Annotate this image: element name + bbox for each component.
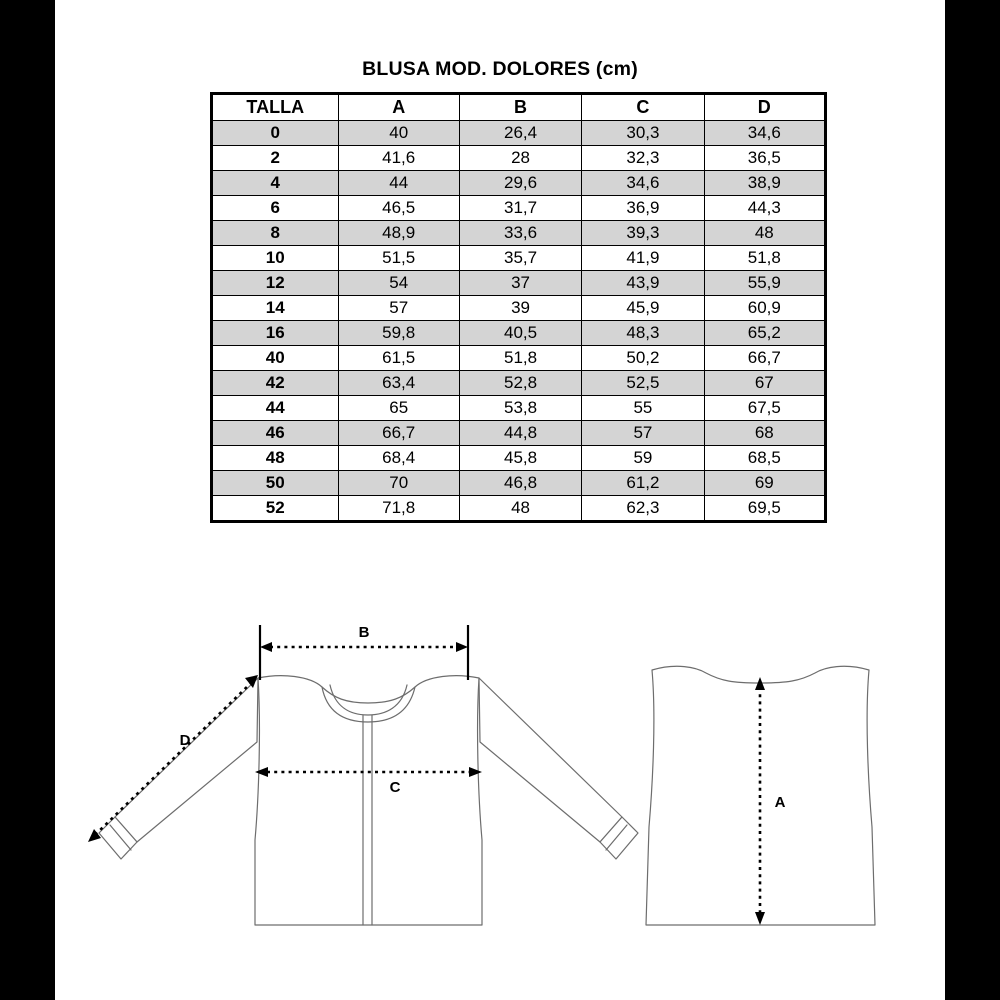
- cell-talla: 44: [212, 396, 339, 421]
- table-row: [212, 496, 826, 522]
- cell-c: 32,3: [582, 146, 704, 171]
- cell-a: 41,6: [338, 146, 459, 171]
- page-canvas: [55, 0, 945, 1000]
- cell-d: 36,5: [704, 146, 825, 171]
- letterbox-bar-right: [945, 0, 1000, 1000]
- cell-a: 40: [338, 121, 459, 146]
- cell-d: 34,6: [704, 121, 825, 146]
- cell-b: 53,8: [459, 396, 581, 421]
- cell-b: 40,5: [459, 321, 581, 346]
- table-row: [212, 346, 826, 371]
- front-left-sleeve: [115, 678, 258, 842]
- cell-talla: 2: [212, 146, 339, 171]
- table-row: [212, 146, 826, 171]
- cell-d: 68: [704, 421, 825, 446]
- cell-c: 52,5: [582, 371, 704, 396]
- cell-b: 37: [459, 271, 581, 296]
- table-row: [212, 196, 826, 221]
- cell-talla: 12: [212, 271, 339, 296]
- cell-c: 59: [582, 446, 704, 471]
- cell-b: 39: [459, 296, 581, 321]
- dimension-d-label: D: [179, 732, 191, 749]
- dimension-b-arrow-right: [456, 642, 468, 652]
- cell-talla: 0: [212, 121, 339, 146]
- cell-d: 60,9: [704, 296, 825, 321]
- cell-d: 38,9: [704, 171, 825, 196]
- cell-c: 45,9: [582, 296, 704, 321]
- table-row: [212, 171, 826, 196]
- cell-d: 67: [704, 371, 825, 396]
- cell-d: 68,5: [704, 446, 825, 471]
- cell-c: 39,3: [582, 221, 704, 246]
- cell-a: 57: [338, 296, 459, 321]
- column-header-d: D: [704, 94, 825, 121]
- front-right-sleeve: [479, 678, 622, 842]
- cell-a: 48,9: [338, 221, 459, 246]
- cell-b: 48: [459, 496, 581, 522]
- cell-b: 28: [459, 146, 581, 171]
- cell-a: 71,8: [338, 496, 459, 522]
- cell-b: 46,8: [459, 471, 581, 496]
- cell-d: 69: [704, 471, 825, 496]
- table-row: [212, 421, 826, 446]
- page-title: BLUSA MOD. DOLORES (cm): [362, 58, 638, 80]
- cell-b: 26,4: [459, 121, 581, 146]
- dimension-b-label: B: [358, 624, 370, 641]
- cell-talla: 14: [212, 296, 339, 321]
- cell-a: 54: [338, 271, 459, 296]
- table-row: [212, 321, 826, 346]
- cell-a: 68,4: [338, 446, 459, 471]
- table-row: [212, 271, 826, 296]
- cell-c: 34,6: [582, 171, 704, 196]
- cell-talla: 52: [212, 496, 339, 522]
- cell-talla: 16: [212, 321, 339, 346]
- dimension-b: [260, 624, 468, 680]
- column-header-talla: TALLA: [212, 94, 339, 121]
- cell-b: 45,8: [459, 446, 581, 471]
- table-row: [212, 246, 826, 271]
- cell-c: 41,9: [582, 246, 704, 271]
- table-row: [212, 121, 826, 146]
- cell-c: 43,9: [582, 271, 704, 296]
- dimension-c-label: C: [389, 779, 401, 796]
- cell-c: 50,2: [582, 346, 704, 371]
- cell-a: 59,8: [338, 321, 459, 346]
- dimension-a-label: A: [774, 794, 786, 811]
- cell-a: 63,4: [338, 371, 459, 396]
- cell-talla: 46: [212, 421, 339, 446]
- cell-a: 51,5: [338, 246, 459, 271]
- cell-d: 66,7: [704, 346, 825, 371]
- cell-b: 33,6: [459, 221, 581, 246]
- dimension-b-arrow-left: [260, 642, 272, 652]
- cell-talla: 4: [212, 171, 339, 196]
- table-row: [212, 296, 826, 321]
- cell-d: 69,5: [704, 496, 825, 522]
- cell-c: 30,3: [582, 121, 704, 146]
- dimension-d-arrow-bottom: [88, 829, 101, 842]
- cell-d: 51,8: [704, 246, 825, 271]
- cell-c: 48,3: [582, 321, 704, 346]
- cell-d: 55,9: [704, 271, 825, 296]
- cell-talla: 50: [212, 471, 339, 496]
- front-view-diagram: [88, 624, 638, 925]
- letterbox-bar-left: [0, 0, 55, 1000]
- table-header-row: [212, 94, 826, 121]
- front-body-outline: [255, 676, 482, 925]
- cell-a: 66,7: [338, 421, 459, 446]
- table-row: [212, 371, 826, 396]
- size-table-container: [210, 92, 827, 523]
- cell-talla: 40: [212, 346, 339, 371]
- garment-diagrams: [55, 595, 945, 965]
- cell-talla: 8: [212, 221, 339, 246]
- cell-b: 31,7: [459, 196, 581, 221]
- cell-d: 44,3: [704, 196, 825, 221]
- cell-talla: 6: [212, 196, 339, 221]
- table-row: [212, 446, 826, 471]
- column-header-c: C: [582, 94, 704, 121]
- cell-talla: 42: [212, 371, 339, 396]
- cell-b: 51,8: [459, 346, 581, 371]
- cell-a: 70: [338, 471, 459, 496]
- cell-b: 52,8: [459, 371, 581, 396]
- column-header-b: B: [459, 94, 581, 121]
- table-row: [212, 396, 826, 421]
- cell-d: 48: [704, 221, 825, 246]
- cell-c: 57: [582, 421, 704, 446]
- cell-c: 55: [582, 396, 704, 421]
- cell-a: 46,5: [338, 196, 459, 221]
- cell-a: 44: [338, 171, 459, 196]
- cell-d: 67,5: [704, 396, 825, 421]
- cell-c: 61,2: [582, 471, 704, 496]
- cell-c: 36,9: [582, 196, 704, 221]
- cell-d: 65,2: [704, 321, 825, 346]
- back-view-diagram: [646, 666, 875, 925]
- table-row: [212, 471, 826, 496]
- table-row: [212, 221, 826, 246]
- cell-a: 65: [338, 396, 459, 421]
- size-table-body: [212, 121, 826, 522]
- size-chart-table: [210, 92, 827, 523]
- column-header-a: A: [338, 94, 459, 121]
- cell-c: 62,3: [582, 496, 704, 522]
- cell-b: 35,7: [459, 246, 581, 271]
- cell-b: 29,6: [459, 171, 581, 196]
- cell-talla: 48: [212, 446, 339, 471]
- cell-talla: 10: [212, 246, 339, 271]
- cell-a: 61,5: [338, 346, 459, 371]
- cell-b: 44,8: [459, 421, 581, 446]
